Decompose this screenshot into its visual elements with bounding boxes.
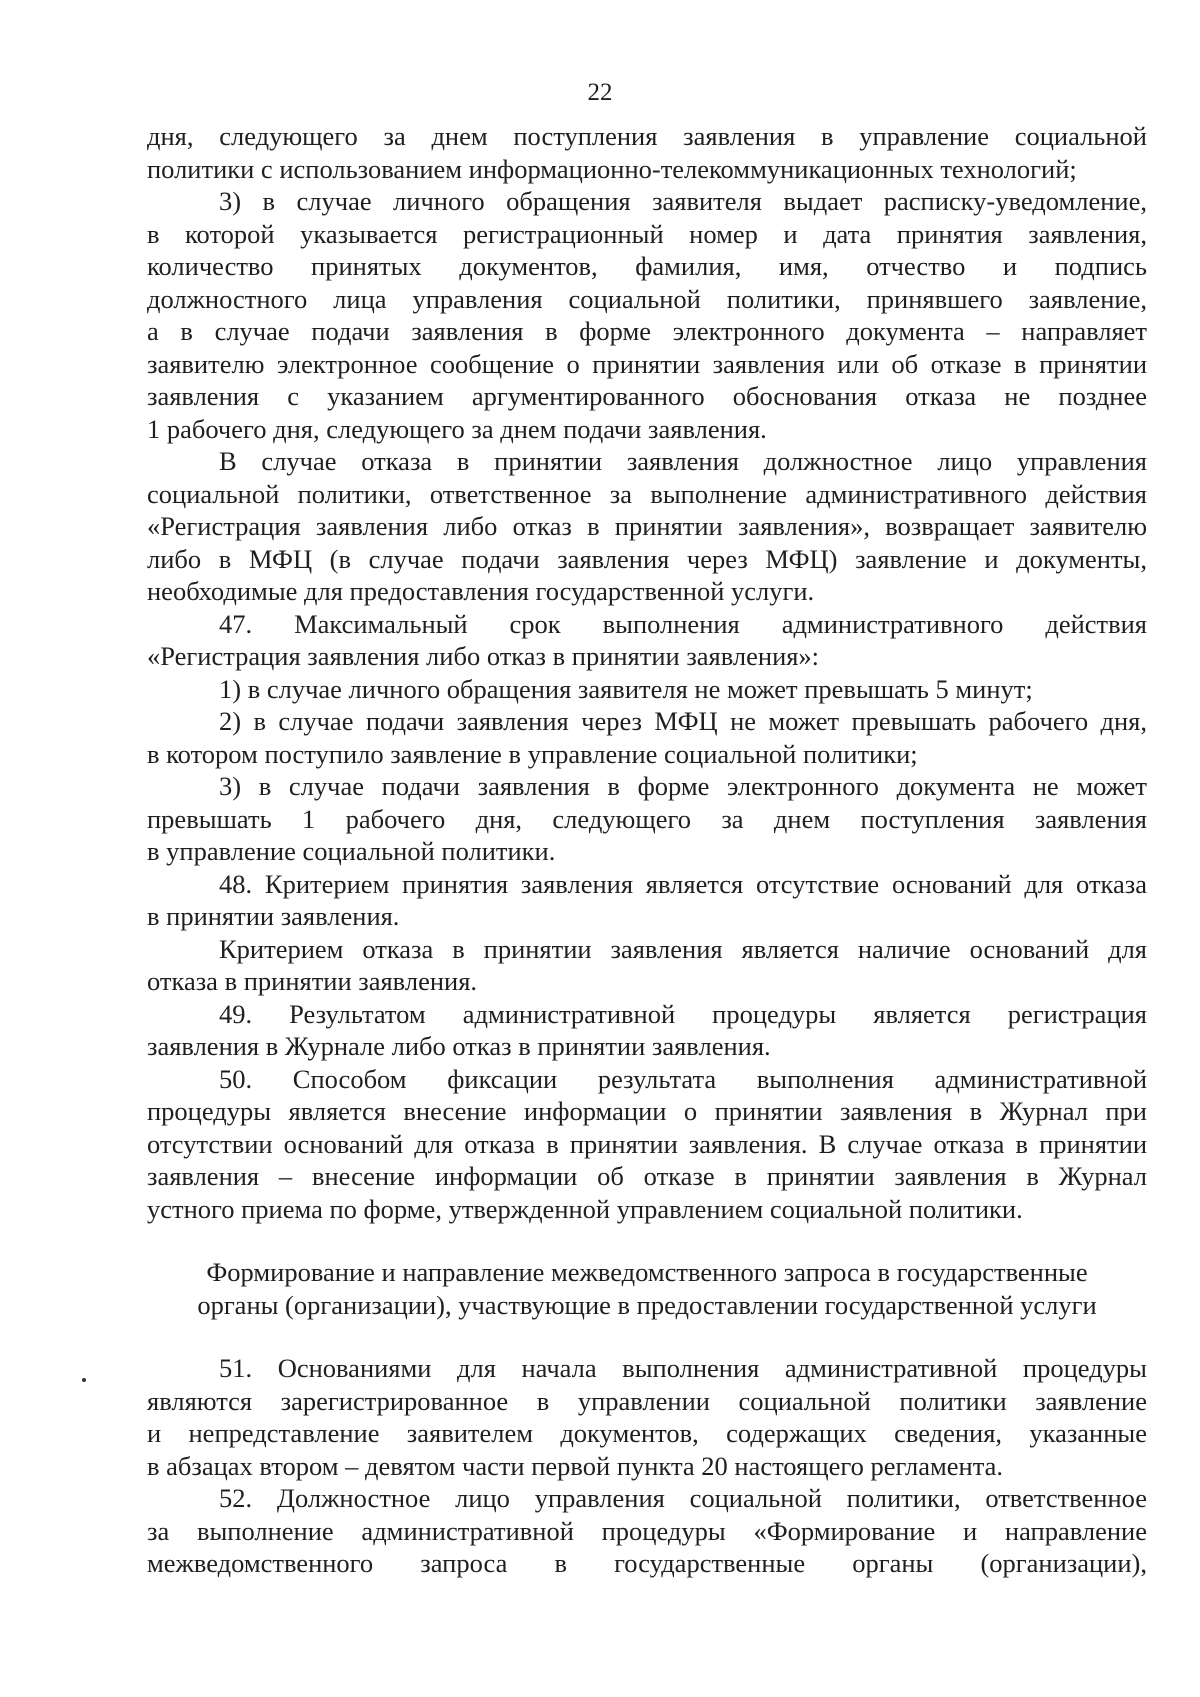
paragraph-line: социальной политики, ответственное за выполнение административного действия: [147, 478, 1147, 509]
paragraph-line: 50. Способом фиксации результата выполнения административной: [219, 1063, 1147, 1094]
paragraph-line: либо в МФЦ (в случае подачи заявления через МФЦ) заявление и документы,: [147, 543, 1147, 574]
paragraph-line: 52. Должностное лицо управления социальной политики, ответственное: [219, 1483, 1147, 1513]
paragraph-line: 3) в случае личного обращения заявителя выдает расписку-уведомление,: [219, 186, 1147, 216]
paragraph-line: 2) в случае подачи заявления через МФЦ не может превышать рабочего дня,: [219, 706, 1147, 736]
paragraph-line: в котором поступило заявление в управление социальной политики;: [147, 738, 918, 769]
paragraph: [147, 1063, 1147, 1226]
section-heading: [147, 1256, 1147, 1321]
paragraph-line: заявления в Журнале либо отказ в принятии заявления.: [147, 1031, 771, 1061]
paragraph-line: заявления – внесение информации об отказе в принятии заявления в Журнал: [147, 1161, 1147, 1191]
paragraph: [147, 120, 1147, 185]
paragraph: [147, 998, 1147, 1063]
paragraph: [147, 770, 1147, 868]
page-number: 22: [587, 79, 613, 106]
paragraph: [147, 1352, 1147, 1482]
paragraph-line: количество принятых документов, фамилия, имя, отчество и подпись: [147, 251, 1147, 281]
section-heading-line: Формирование и направление межведомственного запроса в государственные: [206, 1257, 1088, 1287]
paragraph-line: 1) в случае личного обращения заявителя не может превышать 5 минут;: [219, 673, 1033, 704]
paragraph: [147, 1482, 1147, 1580]
paragraph-line: в управление социальной политики.: [147, 836, 556, 866]
paragraph-line: 48. Критерием принятия заявления является отсутствие оснований для отказа: [219, 868, 1147, 899]
paragraph-line: 47. Максимальный срок выполнения административного действия: [219, 608, 1147, 639]
paragraph-line: являются зарегистрированное в управлении социальной политики заявление: [147, 1385, 1147, 1416]
paragraph-line: необходимые для предоставления государственной услуги.: [147, 576, 815, 606]
paragraph: [147, 673, 1147, 706]
paragraph-line: в которой указывается регистрационный номер и дата принятия заявления,: [147, 218, 1147, 249]
paragraph-line: в принятии заявления.: [147, 901, 400, 931]
paragraph-line: 1 рабочего дня, следующего за днем подачи заявления.: [147, 413, 767, 444]
paragraph-line: 49. Результатом административной процедуры является регистрация: [219, 998, 1147, 1029]
paragraph-line: и непредставление заявителем документов, содержащих сведения, указанные: [147, 1418, 1147, 1448]
paragraph-line: 51. Основаниями для начала выполнения административной процедуры: [219, 1353, 1147, 1383]
paragraph-line: заявления с указанием аргументированного обоснования отказа не позднее: [147, 381, 1147, 411]
paragraph-line: за выполнение административной процедуры «Формирование и направление: [147, 1515, 1147, 1546]
paragraph-line: отказа в принятии заявления.: [147, 966, 478, 996]
paragraphs-after-heading: [147, 1352, 1147, 1580]
paragraph: [147, 868, 1147, 933]
paragraph-line: «Регистрация заявления либо отказ в принятии заявления», возвращает заявителю: [147, 511, 1147, 541]
paragraph-line: политики с использованием информационно-телекоммуникационных технологий;: [147, 153, 1077, 184]
paragraph-line: процедуры является внесение информации о принятии заявления в Журнал при: [147, 1096, 1147, 1126]
paragraph: [147, 705, 1147, 770]
paragraph-line: «Регистрация заявления либо отказ в принятии заявления»:: [147, 641, 820, 671]
paragraph-line: заявителю электронное сообщение о принятии заявления или об отказе в принятии: [147, 348, 1147, 379]
paragraph-line: межведомственного запроса в государственные органы (организации),: [147, 1548, 1147, 1578]
paragraph-line: устного приема по форме, утвержденной управлением социальной политики.: [147, 1193, 1023, 1224]
paragraphs-before-heading: [147, 120, 1147, 1225]
paragraph-line: В случае отказа в принятии заявления должностное лицо управления: [219, 446, 1147, 476]
paragraph-line: 3) в случае подачи заявления в форме электронного документа не может: [219, 771, 1147, 801]
section-heading-line: органы (организации), участвующие в предоставлении государственной услуги: [197, 1289, 1097, 1320]
paragraph: [147, 185, 1147, 445]
paragraph: [147, 445, 1147, 608]
paragraph-line: отсутствии оснований для отказа в принятии заявления. В случае отказа в принятии: [147, 1128, 1147, 1159]
paragraph-line: в абзацах втором – девятом части первой пункта 20 настоящего регламента.: [147, 1450, 1004, 1481]
paragraph-line: дня, следующего за днем поступления заявления в управление социальной: [147, 121, 1147, 151]
scan-speck: [82, 1378, 86, 1382]
paragraph-line: а в случае подачи заявления в форме электронного документа – направляет: [147, 316, 1147, 346]
paragraph: [147, 933, 1147, 998]
paragraph-line: Критерием отказа в принятии заявления является наличие оснований для: [219, 933, 1147, 964]
paragraph: [147, 608, 1147, 673]
paragraph-line: превышать 1 рабочего дня, следующего за днем поступления заявления: [147, 803, 1147, 834]
paragraph-line: должностного лица управления социальной политики, принявшего заявление,: [147, 283, 1147, 314]
document-body: [147, 120, 1147, 1580]
